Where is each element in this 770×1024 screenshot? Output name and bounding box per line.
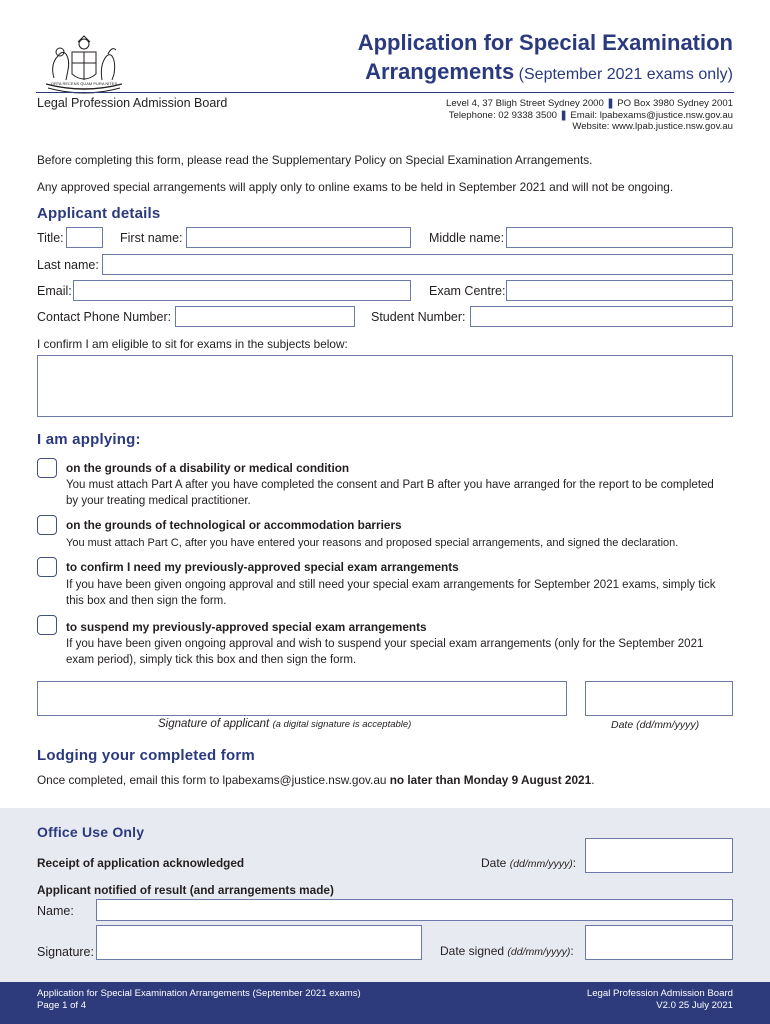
page-title-subtitle: (September 2021 exams only) xyxy=(518,66,733,83)
title-label: Title: xyxy=(37,231,64,245)
option-disability-desc: You must attach Part A after you have completed the consent and Part B after you have arranged for the report to be completed by your treating medical practitioner. xyxy=(66,479,714,507)
signature-label: Signature of applicant xyxy=(158,718,270,730)
contact-address: Level 4, 37 Bligh Street Sydney 2000 ❚ PO Box 3980 Sydney 2001 Telephone: 02 9338 3500 ❚ Email: lpabexams@justice.nsw.gov.au Website: www.lpab.justice.nsw.gov.au xyxy=(445,98,733,132)
notified-label: Applicant notified of result (and arrangements made) xyxy=(37,883,334,897)
phone-input[interactable] xyxy=(175,306,355,327)
footer-version: V2.0 25 July 2021 xyxy=(656,1000,733,1011)
phone-label: Contact Phone Number: xyxy=(37,310,172,324)
email-input[interactable] xyxy=(73,280,411,301)
signature-date-caption: Date (dd/mm/yyyy) xyxy=(611,719,700,731)
signature-note: (a digital signature is acceptable) xyxy=(272,719,412,730)
office-heading: Office Use Only xyxy=(37,824,145,840)
footer-board: Legal Profession Admission Board xyxy=(586,988,733,999)
date-signed-input[interactable] xyxy=(585,925,733,960)
option-tech-desc: You must attach Part C, after you have entered your reasons and proposed special arrangements, and signed the declaration. xyxy=(66,537,679,549)
lodging-text xyxy=(37,773,594,787)
checkbox-confirm-previous[interactable] xyxy=(37,557,57,577)
receipt-date-colon: : xyxy=(572,856,577,870)
exam-centre-input[interactable] xyxy=(506,280,733,301)
first-name-input[interactable] xyxy=(186,227,411,248)
page-title-line1: Application for Special Examination xyxy=(357,30,733,55)
last-name-input[interactable] xyxy=(102,254,733,275)
date-signed-colon: : xyxy=(570,944,574,958)
header-email: Email: lpabexams@justice.nsw.gov.au xyxy=(570,109,733,121)
receipt-date-format: (dd/mm/yyyy) xyxy=(509,858,573,870)
office-signature-input[interactable] xyxy=(96,925,422,960)
date-signed-label xyxy=(440,944,574,958)
title-input[interactable] xyxy=(66,227,103,248)
lodging-deadline: no later than Monday 9 August 2021 xyxy=(389,773,592,787)
website: Website: www.lpab.justice.nsw.gov.au xyxy=(572,121,733,132)
receipt-date-input[interactable] xyxy=(585,838,733,873)
telephone: Telephone: 02 9338 3500 xyxy=(448,109,557,121)
receipt-label: Receipt of application acknowledged xyxy=(37,856,245,870)
option-suspend-title: to suspend my previously-approved special exam arrangements xyxy=(66,620,427,634)
footer-left xyxy=(37,988,361,1012)
first-name-label: First name: xyxy=(120,231,183,245)
office-name-label: Name: xyxy=(37,904,74,918)
lodging-heading: Lodging your completed form xyxy=(37,747,255,764)
coat-of-arms-motto: ORTA RECENS QUAM PURA NITES xyxy=(50,81,118,86)
footer-right xyxy=(587,988,733,1012)
eligibility-label: I confirm I am eligible to sit for exams in the subjects below: xyxy=(37,337,348,351)
option-disability-title: on the grounds of a disability or medical condition xyxy=(66,461,350,475)
page-title-line2 xyxy=(365,59,733,85)
subjects-textarea[interactable] xyxy=(37,355,733,417)
signature-input[interactable] xyxy=(37,681,567,716)
signature-date-input[interactable] xyxy=(585,681,733,716)
date-signed-word: Date signed xyxy=(440,944,505,958)
footer-bar xyxy=(0,982,770,1024)
checkbox-tech-barriers[interactable] xyxy=(37,515,57,535)
checkbox-suspend-previous[interactable] xyxy=(37,615,57,635)
po-box: PO Box 3980 Sydney 2001 xyxy=(617,98,733,109)
middle-name-input[interactable] xyxy=(506,227,733,248)
lodging-instructions: Once completed, email this form to lpabexams@justice.nsw.gov.au xyxy=(37,773,387,787)
intro-line-1: Before completing this form, please read the Supplementary Policy on Special Examination Arrangements. xyxy=(37,153,593,167)
footer-doc-title: Application for Special Examination Arrangements (September 2021 exams) xyxy=(37,988,361,999)
office-signature-label: Signature: xyxy=(37,945,94,959)
intro-line-2: Any approved special arrangements will apply only to online exams to be held in September 2021 and will not be ongoing. xyxy=(37,180,674,194)
exam-centre-label: Exam Centre: xyxy=(429,284,506,298)
option-confirm-desc: If you have been given ongoing approval and still need your special exam arrangements for September 2021 exams, simply tick this box and then sign the form. xyxy=(66,579,716,607)
email-label: Email: xyxy=(37,284,72,298)
signature-caption xyxy=(158,718,411,730)
header-rule xyxy=(36,92,734,93)
date-signed-format: (dd/mm/yyyy) xyxy=(507,946,571,958)
lodging-end: . xyxy=(591,773,595,787)
applying-heading: I am applying: xyxy=(37,431,141,448)
middle-name-label: Middle name: xyxy=(429,231,505,245)
coat-of-arms-logo xyxy=(36,34,132,96)
option-tech-title: on the grounds of technological or accommodation barriers xyxy=(66,518,402,532)
student-number-input[interactable] xyxy=(470,306,733,327)
student-number-label: Student Number: xyxy=(371,310,466,324)
office-use-panel xyxy=(0,808,770,982)
footer-page-number: Page 1 of 4 xyxy=(37,1000,87,1011)
applicant-details-heading: Applicant details xyxy=(37,205,161,222)
receipt-date-word: Date xyxy=(481,856,507,870)
office-name-input[interactable] xyxy=(96,899,733,921)
option-suspend-desc: If you have been given ongoing approval and wish to suspend your special exam arrangements (only for the September 2021 exam period), simply tick this box and then sign the form. xyxy=(66,638,704,666)
last-name-label: Last name: xyxy=(37,258,99,272)
option-confirm-title: to confirm I need my previously-approved special exam arrangements xyxy=(66,560,459,574)
receipt-date-label xyxy=(481,856,576,870)
checkbox-disability[interactable] xyxy=(37,458,57,478)
address-line: Level 4, 37 Bligh Street Sydney 2000 xyxy=(445,98,604,109)
page-title-bold: Arrangements xyxy=(365,59,515,84)
board-name: Legal Profession Admission Board xyxy=(37,96,228,110)
